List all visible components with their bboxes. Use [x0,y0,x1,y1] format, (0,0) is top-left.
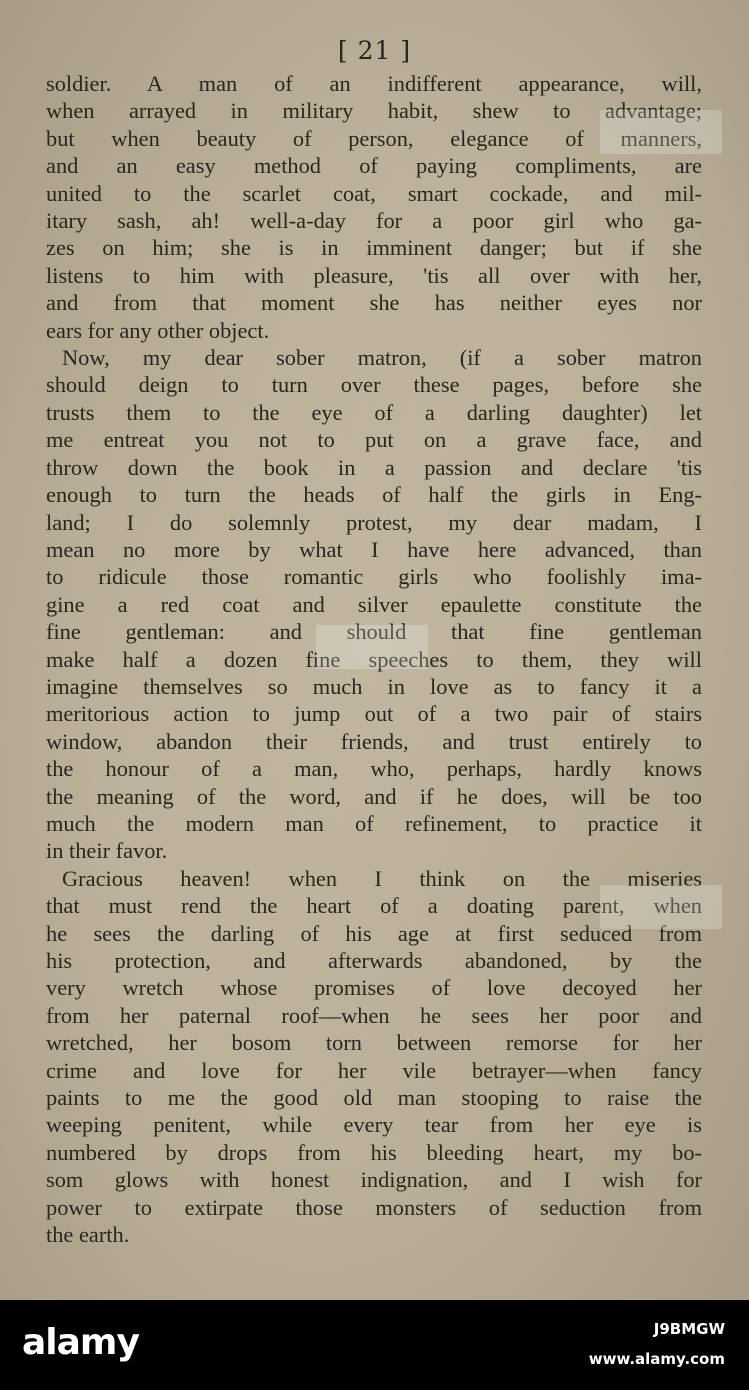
text-line: listens to him with pleasure, 'tis all over with her, [46,262,702,288]
text-line: fine gentleman: and should that fine gentleman [46,619,702,645]
text-line: but when beauty of person, elegance of manners, [46,125,702,151]
text-line: throw down the book in a passion and declare 'tis [46,454,702,480]
text-line: som glows with honest indignation, and I wish for [46,1167,702,1193]
text-line: soldier. A man of an indifferent appearance, will, [46,71,702,96]
text-line: that must rend the heart of a doating parent, when [46,893,702,919]
text-line: trusts them to the eye of a darling daughter) let [46,399,702,425]
text-line: Gracious heaven! when I think on the miseries [62,865,702,891]
text-line: numbered by drops from his bleeding heart, my bo- [46,1139,702,1165]
text-line: and from that moment she has neither eyes nor [46,290,702,316]
text-line: very wretch whose promises of love decoyed her [46,975,702,1001]
text-line: from her paternal roof—when he sees her poor and [46,1002,702,1028]
site-link[interactable]: www.alamy.com [588,1350,725,1368]
text-line: and an easy method of paying compliments, are [46,153,702,179]
watermark-overlay [316,625,428,669]
text-line: the earth. [46,1222,130,1248]
text-line: meritorious action to jump out of a two pair of stairs [46,701,702,727]
text-line: his protection, and afterwards abandoned, by the [46,948,702,973]
page-number: [ 21 ] [337,36,412,65]
text-line: mean no more by what I have here advanced, than [46,536,702,562]
text-line: the meaning of the word, and if he does, will be too [46,783,702,809]
text-line: he sees the darling of his age at first seduced from [46,920,702,946]
text-line: itary sash, ah! well-a-day for a poor girl who ga- [46,208,702,234]
image-id: J9BMGW [653,1320,725,1338]
text-line: united to the scarlet coat, smart cockade, and mil- [46,180,702,206]
text-line: weeping penitent, while every tear from her eye is [46,1112,702,1138]
text-line: should deign to turn over these pages, before she [46,372,702,398]
text-line: ears for any other object. [46,317,270,343]
text-line: to ridicule those romantic girls who foolishly ima- [46,564,702,590]
text-line: crime and love for her vile betrayer—when fancy [46,1057,702,1083]
text-line: window, abandon their friends, and trust entirely to [46,728,702,754]
text-line: zes on him; she is in imminent danger; but if she [46,235,702,261]
footer-bar [0,1300,749,1390]
text-line: when arrayed in military habit, shew to advantage; [46,98,702,124]
brand-logo[interactable]: alamy [22,1322,139,1363]
text-line: Now, my dear sober matron, (if a sober matron [62,345,702,371]
text-line: make half a dozen fine speeches to them, they will [46,646,702,672]
text-line: much the modern man of refinement, to practice it [46,810,702,836]
watermark-overlay [600,110,722,154]
text-line: me entreat you not to put on a grave face, and [46,427,702,453]
text-line: in their favor. [46,838,168,864]
text-line: power to extirpate those monsters of seduction from [46,1194,702,1220]
text-line: wretched, her bosom torn between remorse for her [46,1030,702,1056]
watermark-overlay [600,885,722,929]
text-line: paints to me the good old man stooping to raise the [46,1085,702,1111]
text-line: land; I do solemnly protest, my dear madam, I [46,509,702,535]
text-line: the honour of a man, who, perhaps, hardly knows [46,756,702,782]
text-line: gine a red coat and silver epaulette constitute the [46,591,702,617]
text-line: enough to turn the heads of half the girls in Eng- [46,482,702,508]
paragraph-2 [46,344,702,865]
text-line: imagine themselves so much in love as to fancy it a [46,673,702,699]
